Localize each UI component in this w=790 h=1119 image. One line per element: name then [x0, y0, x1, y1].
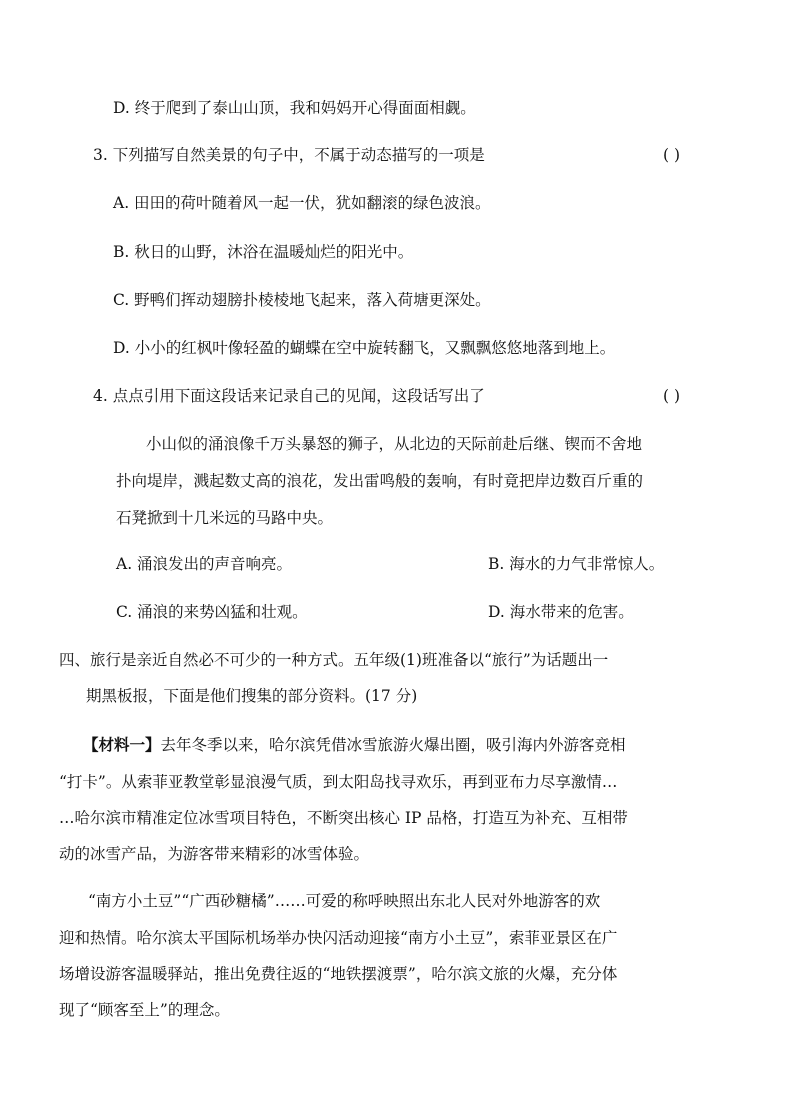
q4-option-b: B. 海水的力气非常惊人。 — [488, 555, 665, 573]
section-4-heading-line-1: 四、旅行是亲近自然必不可少的一种方式。五年级(1)班准备以“旅行”为话题出一 — [59, 651, 609, 669]
material-1-para-2-line-4: 现了“顾客至上”的理念。 — [59, 1001, 230, 1019]
material-1-line-1: 去年冬季以来，哈尔滨凭借冰雪旅游火爆出圈，吸引海内外游客竞相 — [160, 736, 626, 754]
q4-option-d: D. 海水带来的危害。 — [488, 603, 634, 621]
q3-option-c: C. 野鸭们挥动翅膀扑棱棱地飞起来，落入荷塘更深处。 — [113, 291, 491, 309]
material-1-para-2-line-2: 迎和热情。哈尔滨太平国际机场举办快闪活动迎接“南方小土豆”，索菲亚景区在广 — [59, 929, 618, 947]
material-1-line-2: “打卡”。从索菲亚教堂彰显浪漫气质，到太阳岛找寻欢乐，再到亚布力尽享激情… — [59, 773, 618, 791]
q3-option-d: D. 小小的红枫叶像轻盈的蝴蝶在空中旋转翻飞，又飘飘悠悠地落到地上。 — [113, 339, 616, 357]
q4-stem: 4. 点点引用下面这段话来记录自己的见闻，这段话写出了 — [93, 387, 485, 405]
section-4-heading-line-2: 期黑板报，下面是他们搜集的部分资料。(17 分) — [86, 687, 418, 705]
q4-answer-paren: ( ) — [663, 387, 681, 405]
q3-option-b: B. 秋日的山野，沐浴在温暖灿烂的阳光中。 — [113, 243, 414, 261]
material-1-label: 【材料一】 — [83, 735, 161, 754]
q4-passage-line-3: 石凳掀到十几米远的马路中央。 — [116, 509, 334, 527]
material-1-line-3: …哈尔滨市精准定位冰雪项目特色，不断突出核心 IP 品格，打造互为补充、互相带 — [59, 809, 628, 827]
material-1-para-2-line-3: 场增设游客温暖驿站，推出免费往返的“地铁摆渡票”，哈尔滨文旅的火爆，充分体 — [59, 965, 618, 983]
q3-option-a: A. 田田的荷叶随着风一起一伏，犹如翻滚的绿色波浪。 — [113, 194, 491, 212]
material-1-para-2-line-1: “南方小土豆”“广西砂糖橘”……可爱的称呼映照出东北人民对外地游客的欢 — [88, 892, 601, 910]
material-1-first-line — [83, 733, 626, 757]
q3-answer-paren: ( ) — [663, 146, 681, 164]
q2-option-d: D. 终于爬到了泰山山顶，我和妈妈开心得面面相觑。 — [113, 99, 476, 117]
q4-option-a: A. 涌浪发出的声音响亮。 — [116, 555, 293, 573]
q4-option-c: C. 涌浪的来势凶猛和壮观。 — [116, 603, 308, 621]
q4-passage-line-1: 小山似的涌浪像千万头暴怒的狮子，从北边的天际前赴后继、锲而不舍地 — [146, 435, 643, 453]
q3-stem: 3. 下列描写自然美景的句子中，不属于动态描写的一项是 — [93, 146, 485, 164]
material-1-line-4: 动的冰雪产品，为游客带来精彩的冰雪体验。 — [59, 845, 370, 863]
q4-passage-line-2: 扑向堤岸，溅起数丈高的浪花，发出雷鸣般的轰响，有时竟把岸边数百斤重的 — [116, 472, 644, 490]
